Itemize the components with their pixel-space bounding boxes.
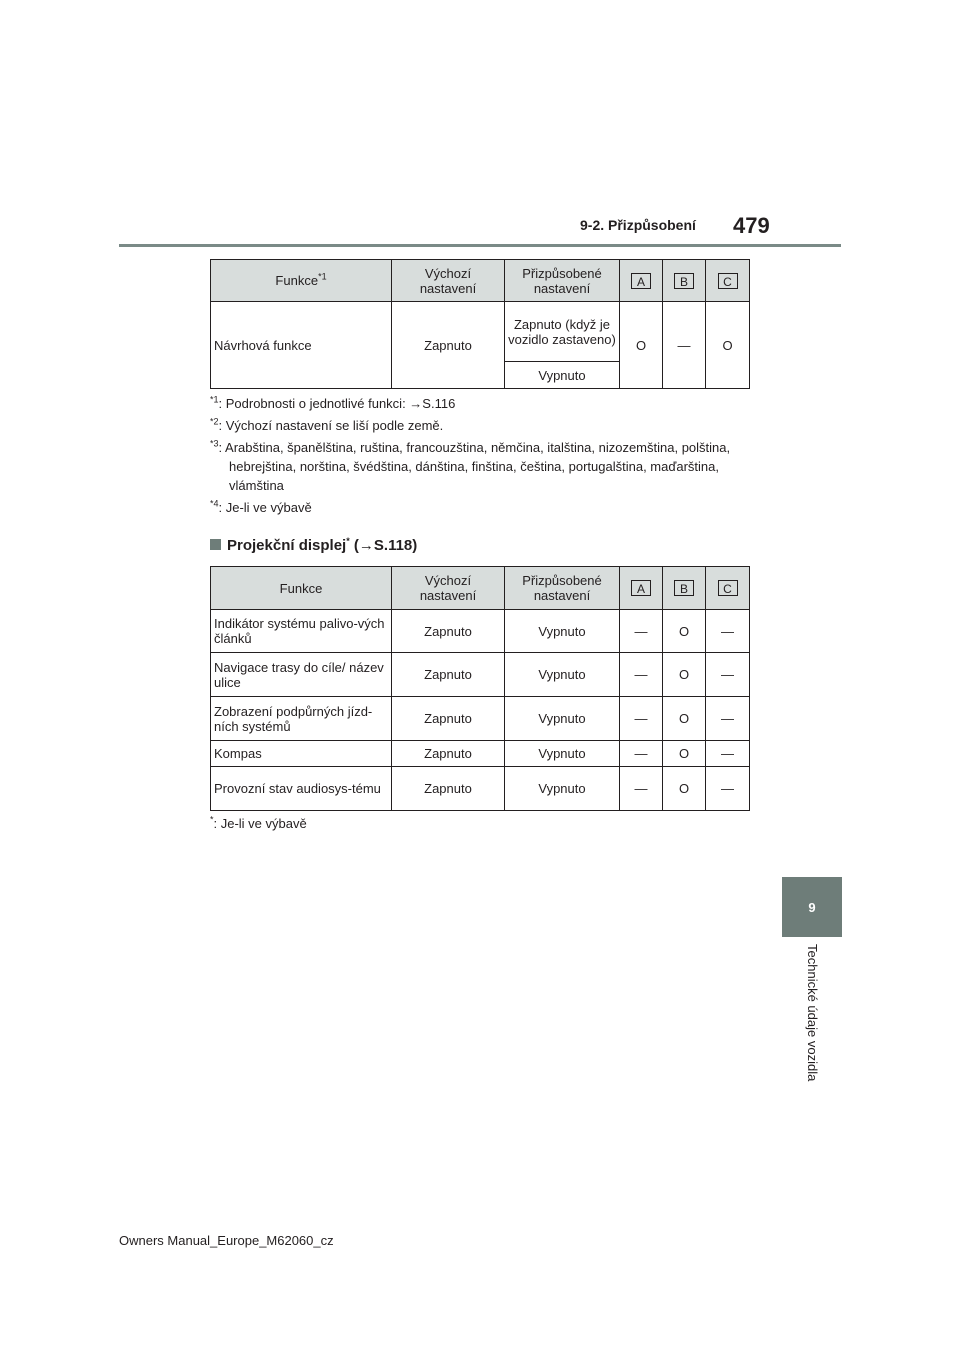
cell-b: O: [663, 697, 706, 741]
footnote-3: $^{*3}$: Arabština, španělština, ruština, francouzština, němčina, italština, nizozemština, polština, hebrejština, norština, švédština, dánština, finština, čeština, portugalština, maďarština, vlámština: [210, 438, 731, 493]
letter-box-c: C: [718, 580, 738, 596]
cell-function: Kompas: [211, 741, 392, 767]
cell-default: Zapnuto: [392, 741, 505, 767]
footnotes: [210, 394, 770, 520]
cell-custom-1: Zapnuto (když je vozidlo zastaveno): [505, 302, 620, 362]
cell-a: —: [620, 610, 663, 653]
footnote-4: $^{*4}$: Je-li ve výbavě: [210, 498, 312, 515]
cell-custom: Vypnuto: [505, 741, 620, 767]
header-funkce: Funkce: [211, 567, 392, 610]
table-row: [211, 302, 750, 362]
cell-c: —: [706, 653, 750, 697]
header-c: [706, 260, 750, 302]
table-row: [211, 610, 750, 653]
cell-b: O: [663, 610, 706, 653]
cell-b: O: [663, 741, 706, 767]
cell-default: Zapnuto: [392, 653, 505, 697]
table-row: [211, 653, 750, 697]
header-funkce: Funkce$^{*1}$: [211, 260, 392, 302]
cell-custom-2: Vypnuto: [505, 362, 620, 389]
cell-custom: Vypnuto: [505, 653, 620, 697]
letter-box-c: C: [718, 273, 738, 289]
letter-box-b: B: [674, 273, 694, 289]
cell-c: —: [706, 610, 750, 653]
cell-a: O: [620, 302, 663, 389]
cell-custom: Vypnuto: [505, 697, 620, 741]
section-title: Projekční displej* (→S.118): [210, 537, 417, 554]
cell-c: O: [706, 302, 750, 389]
header-b: [663, 260, 706, 302]
header-b: [663, 567, 706, 610]
header-default: Výchozí nastavení: [392, 260, 505, 302]
header-default: Výchozí nastavení: [392, 567, 505, 610]
header-a: [620, 567, 663, 610]
letter-box-a: A: [631, 580, 651, 596]
header-divider: [119, 244, 841, 247]
cell-function: Provozní stav audiosys-tému: [211, 767, 392, 811]
section-heading: 9-2. Přizpůsobení: [580, 217, 696, 233]
cell-c: —: [706, 767, 750, 811]
header-custom: Přizpůsobené nastavení: [505, 567, 620, 610]
cell-function: Zobrazení podpůrných jízd-ních systémů: [211, 697, 392, 741]
letter-box-a: A: [631, 273, 651, 289]
settings-table-2: [210, 566, 750, 811]
table-footnote: *: Je-li ve výbavě: [210, 814, 307, 831]
cell-c: —: [706, 741, 750, 767]
cell-b: —: [663, 302, 706, 389]
cell-a: —: [620, 653, 663, 697]
footer-text: Owners Manual_Europe_M62060_cz: [119, 1233, 334, 1248]
cell-custom: Vypnuto: [505, 767, 620, 811]
settings-table-1: [210, 259, 750, 389]
cell-a: —: [620, 767, 663, 811]
footnote-2: $^{*2}$: Výchozí nastavení se liší podle země.: [210, 416, 444, 433]
footnote-1: $^{*1}$: Podrobnosti o jednotlivé funkci: →S.116: [210, 394, 456, 411]
cell-a: —: [620, 697, 663, 741]
cell-default: Zapnuto: [392, 697, 505, 741]
chapter-label: Technické údaje vozidla: [805, 944, 820, 1082]
table-header-row: [211, 260, 750, 302]
table-row: [211, 741, 750, 767]
letter-box-b: B: [674, 580, 694, 596]
cell-function: Návrhová funkce: [211, 302, 392, 389]
header-custom: Přizpůsobené nastavení: [505, 260, 620, 302]
table-row: [211, 697, 750, 741]
cell-function: Navigace trasy do cíle/ název ulice: [211, 653, 392, 697]
header-a: [620, 260, 663, 302]
header-c: [706, 567, 750, 610]
cell-default: Zapnuto: [392, 610, 505, 653]
chapter-number: 9: [808, 899, 816, 915]
cell-c: —: [706, 697, 750, 741]
page-number: 479: [733, 213, 770, 238]
cell-b: O: [663, 767, 706, 811]
cell-b: O: [663, 653, 706, 697]
cell-function: Indikátor systému palivo-vých článků: [211, 610, 392, 653]
footnote-mark: *1: [318, 271, 327, 282]
cell-default: Zapnuto: [392, 302, 505, 389]
table-row: [211, 767, 750, 811]
chapter-tab[interactable]: [782, 877, 842, 937]
cell-custom: Vypnuto: [505, 610, 620, 653]
cell-default: Zapnuto: [392, 767, 505, 811]
cell-a: —: [620, 741, 663, 767]
table-header-row: [211, 567, 750, 610]
square-bullet-icon: [210, 539, 221, 550]
